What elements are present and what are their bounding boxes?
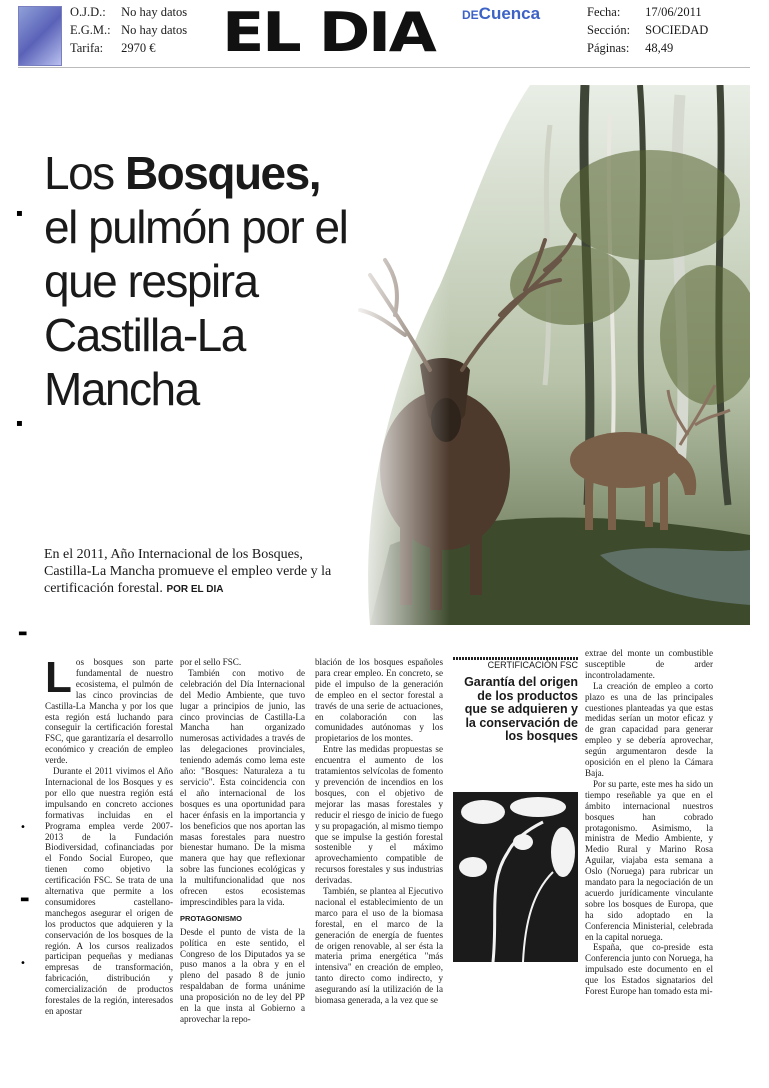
article-column-4 <box>585 648 713 997</box>
byline: POR EL DIA <box>166 584 224 595</box>
paragraph: por el sello FSC. <box>180 657 242 667</box>
meta-key: E.G.M.: <box>70 23 111 37</box>
scan-mark: ▬ <box>18 628 28 639</box>
sidebar-kicker: CERTIFICACIÓN FSC <box>487 660 578 670</box>
scan-mark: ▬ <box>20 894 30 905</box>
paragraph: España, que co-preside esta Conferencia junto con Noruega, ha impulsado este documento en el que los Estados signatarios del Forest Europe han tomado esta mi- <box>585 942 713 997</box>
paragraph: También con motivo de celebración del Día Internacional del Medio Ambiente, que tuvo lugar a principios de junio, las cinco provincias de Castilla-La Mancha han organizado numerosas actividades a través de las delegaciones provinciales, teniendo además como lema este año: "Bosques: Naturaleza a tu servicio". Esta coincidencia con el año internacional de los bosques es una oportunidad para hacer énfasis en la importancia y los beneficios que nos aportan las masas forestales para nuestro bienestar humano. De la misma manera que hay que reflexionar sobre las funciones ecológicas y la multifuncionalidad que nos ofrecen estos ecosistemas imprescindibles para la vida. <box>180 667 305 907</box>
scan-mark: • <box>20 822 26 833</box>
meta-left <box>70 3 187 57</box>
paragraph: La creación de empleo a corto plazo es una de las principales cuestiones planteadas ya que estas medidas serían un motor eficaz y de gran capacidad para generar empleo y se debería aprovechar, según argumentaron desde la oposición en el pleno la Cámara Baja. <box>585 680 713 778</box>
paragraph: Entre las medidas propuestas se encuentra el aumento de los tratamientos selvícolas de fomento y prevención de incendios en los bosques, con el objetivo de mejorar las masas forestales y reducir el riesgo de inicio de fuego y su propagación, al mismo tiempo que se impulse la gestión forestal sostenible y el máximo aprovechamiento compatible de recursos forestales y sus industrias derivadas. <box>315 744 443 886</box>
meta-key: Sección: <box>587 23 631 37</box>
article-lead <box>44 546 344 598</box>
clipping-thumbnail <box>18 6 62 66</box>
deer-photo <box>350 85 750 625</box>
headline-bold: Bosques, <box>124 147 320 199</box>
meta-key: Fecha: <box>587 5 621 19</box>
headline-rest: el pulmón por el que respira Castilla-La Mancha <box>44 201 348 415</box>
scan-mark: ▪ <box>16 418 23 429</box>
scan-mark: ▪ <box>16 208 23 219</box>
section-subhead: PROTAGONISMO <box>180 913 242 923</box>
edition-de: DE <box>462 8 479 22</box>
paragraph: extrae del monte un combustible susceptible de arder incontroladamente. <box>585 648 713 680</box>
sidebar-title: Garantía del origen de los productos que se adquieren y la conservación de los bosques <box>464 675 578 743</box>
article-column-3 <box>315 657 443 1006</box>
article-column-1 <box>45 653 173 1017</box>
meta-value: 2970 € <box>121 41 156 55</box>
article-headline <box>44 146 364 416</box>
paragraph: También, se plantea al Ejecutivo nacional el establecimiento de un marco para el uso de la biomasa forestal, en el marco de la generación de energía de fuentes de origen renovable, al ser ésta la materia prima energética "más intensiva" en creación de empleo, tanto directo como indirecto, y asegurando así la utilización de la biomasa generada, a la vez que se <box>315 886 443 1006</box>
scan-mark: • <box>20 958 26 969</box>
paragraph: Desde el punto de vista de la política en este sentido, el Congreso de los Diputados ya se puso manos a la obra y en el pleno del pasado 8 de junio respaldaban de forma unánime una proposición no de ley del PP en la que insta al Gobierno a aprovechar la repo- <box>180 926 305 1024</box>
meta-value: No hay datos <box>121 5 188 19</box>
meta-value: 17/06/2011 <box>645 5 702 19</box>
newspaper-edition <box>462 4 540 24</box>
meta-value: 48,49 <box>645 41 674 55</box>
header-divider <box>18 67 750 68</box>
paragraph: Por su parte, este mes ha sido un tiempo reseñable ya que en el ámbito internacional nuestros bosques han cobrado protagonismo. Asimismo, la ministra de Medio Ambiente, y Medio Rural y Marino Rosa Aguilar, viajaba esta semana a Oslo (Noruega) para rubricar un mandato para la negociación de un acuerdo jurídicamente vinculante sobre los bosques de Europa, que ha sido adoptado en la Conferencia Ministerial, celebrada en la capital noruega. <box>585 778 713 942</box>
article-column-2 <box>180 657 305 1025</box>
newspaper-logo: EL DIA <box>222 1 435 64</box>
meta-key: Páginas: <box>587 41 630 55</box>
tree-photo <box>453 792 578 962</box>
meta-value: No hay datos <box>121 23 188 37</box>
lead-text: En el 2011, Año Internacional de los Bosques, Castilla-La Mancha promueve el empleo verde y la certificación forestal. <box>44 547 332 596</box>
headline-pre: Los <box>44 147 125 199</box>
meta-value: SOCIEDAD <box>645 23 709 37</box>
meta-right <box>587 3 708 57</box>
edition-city: Cuenca <box>478 4 541 23</box>
paragraph: os bosques son parte fundamental de nuestro ecosistema, el pulmón de las cinco provincias de Castilla-La Mancha y por los que esta región está luchando para conseguir la certificación forestal FSC, que garantizaría el desarrollo económico y creación de empleo verde. <box>45 657 173 766</box>
drop-cap: L <box>45 653 72 702</box>
paragraph: blación de los bosques españoles para crear empleo. En concreto, se pide el impulso de la generación de empleo en el sector forestal a través de una serie de actuaciones, en colaboración con las comunidades autónomas y los propietarios de los montes. <box>315 657 443 744</box>
meta-key: O.J.D.: <box>70 5 106 19</box>
meta-key: Tarifa: <box>70 41 104 55</box>
paragraph: Durante el 2011 vivimos el Año Internacional de los Bosques y es por ello que nuestra región está impulsando en concreto acciones formativas incluidas en el Programa emplea verde 2007-2013 de la Fundación Biodiversidad, cofinanciadas por el Fondo Social Europeo, que tienen como objetivo la certificación FSC. Se trata de una alternativa que permite a los consumidores castellano-manchegos asegurar el origen de los productos que adquieren y la conservación de los bosques de la región. A los cursos realizados participan pequeñas y medianas empresas de transformación, fabricación, distribución y comercialización de productos forestales de la región, interesados en apostar <box>45 766 173 1016</box>
